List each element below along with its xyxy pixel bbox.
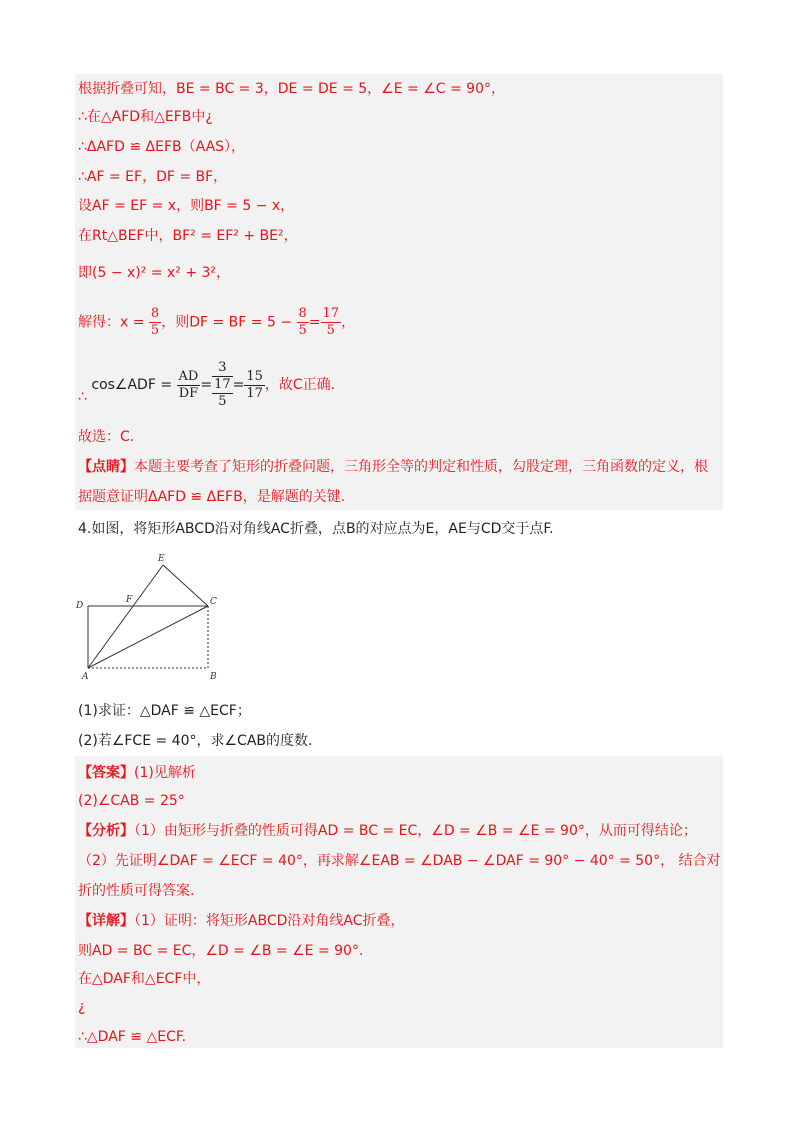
comment-text-1: 本题主要考查了矩形的折叠问题，三角形全等的判定和性质，勾股定理，三角函数的定义，根: [134, 459, 708, 475]
equals-sign: =: [308, 314, 321, 331]
analysis-text-1: （1）由矩形与折叠的性质可得AD = BC = EC，∠D = ∠B = ∠E = 90°，从而可得结论；: [134, 823, 697, 839]
label-a: A: [82, 672, 89, 682]
question-4-part-2: (2)若∠FCE = 40°，求∠CAB的度数.: [78, 733, 313, 749]
solve-middle: ，则DF = BF = 5 −: [161, 314, 293, 331]
label-e: E: [158, 554, 165, 564]
solution-line-9: [78, 360, 335, 410]
analysis-tag: 【分析】: [78, 823, 134, 839]
cos-expression: cos∠ADF =: [91, 377, 173, 393]
edge-ec: [163, 565, 208, 606]
diagonal-ac: [88, 606, 208, 668]
solution-line-8: [78, 306, 355, 339]
analysis-line-3: 折的性质可得答案.: [78, 883, 195, 899]
solution-line-3: ∴ΔAFD ≌ ΔEFB（AAS），: [78, 139, 246, 155]
detail-line-5: ∴△DAF ≌ △ECF.: [78, 1029, 187, 1045]
solution-line-2: ∴在△AFD和△EFB中¿: [78, 109, 213, 125]
equals-2: =: [232, 377, 245, 393]
detail-line-2: 则AD = BC = EC，∠D = ∠B = ∠E = 90°.: [78, 943, 364, 959]
answer-line-1: [78, 764, 196, 782]
analysis-line-2: （2）先证明∠DAF = ∠ECF = 40°，再求解∠EAB = ∠DAB − ∠DAF = 90° − 40° = 50°， 结合对: [78, 853, 721, 869]
answer-tag: 【答案】: [78, 765, 134, 781]
label-d: D: [76, 601, 84, 611]
detail-line-1: [78, 912, 405, 930]
solution-line-6: 在Rt△BEF中，BF² = EF² + BE²，: [78, 228, 298, 244]
label-c: C: [210, 597, 217, 607]
label-b: B: [210, 672, 217, 682]
answer-line-2: (2)∠CAB = 25°: [78, 793, 185, 809]
solve-prefix: 解得：x =: [78, 314, 145, 331]
comment-tag: 【点睛】: [78, 459, 134, 475]
fold-figure: [70, 548, 230, 688]
question-4-part-1: (1)求证：△DAF ≌ △ECF；: [78, 703, 251, 719]
analysis-line-1: [78, 822, 697, 840]
solution-line-4: ∴AF = EF，DF = BF，: [78, 169, 228, 185]
solution-line-7: 即(5 − x)² = x² + 3²，: [78, 265, 231, 281]
edge-ae: [88, 565, 163, 668]
choose-line: 故选：C.: [78, 429, 135, 445]
conclusion-c: ，故C正确.: [264, 377, 336, 393]
detail-text-1: （1）证明：将矩形ABCD沿对角线AC折叠，: [134, 913, 405, 929]
comment-line-2: 据题意证明ΔAFD ≌ ΔEFB，是解题的关键.: [78, 489, 346, 505]
fraction-ad-df: $\frac{AD}{DF}$: [178, 368, 199, 401]
fraction-17-5: $\frac{17}{5}$: [322, 306, 340, 338]
compound-fraction: 3 17 5: [214, 360, 231, 409]
detail-line-4: ¿: [78, 999, 86, 1015]
detail-tag: 【详解】: [78, 913, 134, 929]
detail-line-3: 在△DAF和△ECF中，: [78, 971, 211, 987]
solution-line-5: 设AF = EF = x，则BF = 5 − x，: [78, 198, 295, 214]
answer-part-1: (1)见解析: [134, 765, 196, 781]
label-f: F: [126, 595, 133, 605]
therefore-symbol: ∴: [78, 389, 87, 405]
question-4-stem: 4.如图，将矩形ABCD沿对角线AC折叠，点B的对应点为E，AE与CD交于点F.: [78, 521, 554, 537]
fraction-15-17: $\frac{15}{17}$: [246, 368, 263, 401]
fraction-8-5: $\frac{8}{5}$: [150, 306, 160, 338]
solve-end: ，: [341, 314, 356, 331]
fraction-8-5-b: $\frac{8}{5}$: [298, 306, 307, 338]
solution-line-1: 根据折叠可知，BE = BC = 3，DE = DE = 5，∠E = ∠C = 90°，: [78, 81, 505, 97]
equals-1: =: [200, 377, 213, 393]
comment-line-1: [78, 458, 708, 476]
